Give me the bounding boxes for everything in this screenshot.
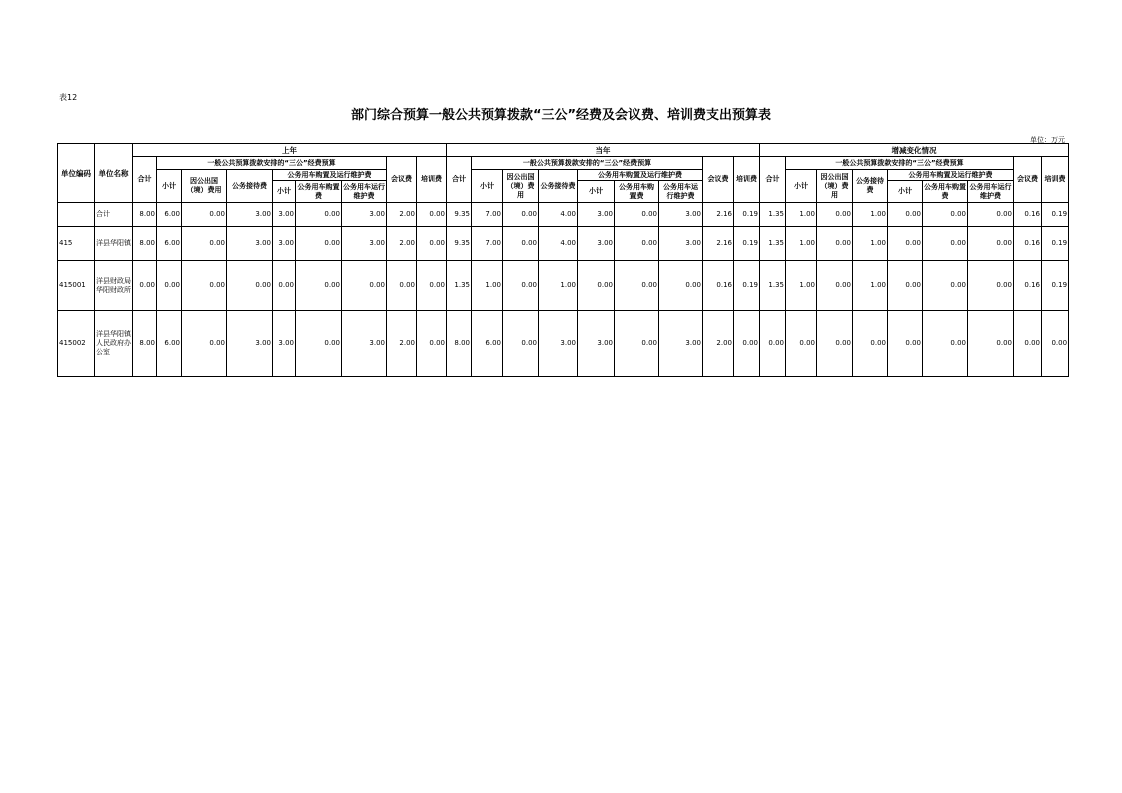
unit-code-cell <box>58 203 95 227</box>
amount-cell: 3.00 <box>227 311 273 377</box>
amount-cell: 0.00 <box>387 261 417 311</box>
amount-cell: 0.00 <box>817 203 853 227</box>
amount-cell: 0.00 <box>817 261 853 311</box>
amount-cell: 0.00 <box>760 311 786 377</box>
amount-cell: 0.00 <box>133 261 157 311</box>
col-subtotal: 小计 <box>472 170 503 203</box>
amount-cell: 1.00 <box>539 261 578 311</box>
col-unit-name: 单位名称 <box>95 144 133 203</box>
amount-cell: 0.19 <box>1042 261 1069 311</box>
amount-cell: 6.00 <box>157 311 182 377</box>
amount-cell: 2.16 <box>703 203 734 227</box>
table-body <box>58 203 1069 377</box>
amount-cell: 1.35 <box>447 261 472 311</box>
amount-cell: 0.19 <box>734 203 760 227</box>
amount-cell: 0.00 <box>417 311 447 377</box>
amount-cell: 0.00 <box>342 261 387 311</box>
amount-cell: 0.00 <box>182 261 227 311</box>
amount-cell: 2.00 <box>703 311 734 377</box>
budget-table <box>57 143 1069 377</box>
unit-label: 单位：万元 <box>1030 136 1065 144</box>
amount-cell: 3.00 <box>227 203 273 227</box>
amount-cell: 0.16 <box>1014 227 1042 261</box>
col-vehicle-operation: 公务用车运行维护费 <box>342 181 387 203</box>
amount-cell: 0.16 <box>1014 261 1042 311</box>
amount-cell: 9.35 <box>447 227 472 261</box>
amount-cell: 3.00 <box>578 311 615 377</box>
amount-cell: 0.00 <box>417 227 447 261</box>
col-sangong-group: 一般公共预算拨款安排的“三公”经费预算 <box>472 157 703 170</box>
period-header-current: 当年 <box>447 144 760 157</box>
col-vehicle-group: 公务用车购置及运行维护费 <box>578 170 703 181</box>
unit-name-cell: 洋县财政局华阳财政所 <box>95 261 133 311</box>
col-meeting: 会议费 <box>1014 157 1042 203</box>
amount-cell: 0.00 <box>417 261 447 311</box>
amount-cell: 0.00 <box>182 227 227 261</box>
col-vehicle-purchase: 公务用车购置费 <box>923 181 968 203</box>
amount-cell: 4.00 <box>539 227 578 261</box>
amount-cell: 9.35 <box>447 203 472 227</box>
amount-cell: 0.00 <box>786 311 817 377</box>
col-sangong-group: 一般公共预算拨款安排的“三公”经费预算 <box>157 157 387 170</box>
amount-cell: 0.00 <box>734 311 760 377</box>
amount-cell: 8.00 <box>447 311 472 377</box>
amount-cell: 1.00 <box>472 261 503 311</box>
unit-code-cell: 415 <box>58 227 95 261</box>
amount-cell: 3.00 <box>659 311 703 377</box>
amount-cell: 0.00 <box>888 261 923 311</box>
table-number: 表12 <box>59 93 78 102</box>
col-training: 培训费 <box>734 157 760 203</box>
col-vehicle-subtotal: 小计 <box>888 181 923 203</box>
amount-cell: 0.00 <box>888 227 923 261</box>
amount-cell: 0.00 <box>1042 311 1069 377</box>
table-row <box>58 227 1069 261</box>
amount-cell: 2.16 <box>703 227 734 261</box>
col-reception: 公务接待费 <box>539 170 578 203</box>
amount-cell: 0.16 <box>1014 203 1042 227</box>
amount-cell: 0.00 <box>923 227 968 261</box>
amount-cell: 0.19 <box>1042 227 1069 261</box>
unit-code-cell: 415002 <box>58 311 95 377</box>
table-row <box>58 261 1069 311</box>
amount-cell: 1.00 <box>853 227 888 261</box>
period-header-change: 增减变化情况 <box>760 144 1069 157</box>
unit-name-cell: 洋县华阳镇 <box>95 227 133 261</box>
amount-cell: 0.00 <box>615 311 659 377</box>
amount-cell: 3.00 <box>578 227 615 261</box>
unit-code-cell: 415001 <box>58 261 95 311</box>
col-subtotal: 小计 <box>157 170 182 203</box>
amount-cell: 1.35 <box>760 203 786 227</box>
amount-cell: 1.00 <box>853 203 888 227</box>
col-total: 合计 <box>447 157 472 203</box>
amount-cell: 2.00 <box>387 203 417 227</box>
col-abroad: 因公出国（境）费用 <box>503 170 539 203</box>
amount-cell: 0.00 <box>968 203 1014 227</box>
amount-cell: 1.35 <box>760 261 786 311</box>
amount-cell: 4.00 <box>539 203 578 227</box>
col-training: 培训费 <box>1042 157 1069 203</box>
col-vehicle-operation: 公务用车运行维护费 <box>968 181 1014 203</box>
amount-cell: 0.00 <box>923 261 968 311</box>
amount-cell: 0.00 <box>227 261 273 311</box>
amount-cell: 0.19 <box>734 227 760 261</box>
amount-cell: 6.00 <box>472 311 503 377</box>
table-header <box>58 144 1069 203</box>
col-abroad: 因公出国（境）费用 <box>182 170 227 203</box>
amount-cell: 0.00 <box>503 311 539 377</box>
amount-cell: 0.00 <box>853 311 888 377</box>
period-header-prev: 上年 <box>133 144 447 157</box>
amount-cell: 3.00 <box>273 311 296 377</box>
amount-cell: 2.00 <box>387 227 417 261</box>
col-vehicle-group: 公务用车购置及运行维护费 <box>273 170 387 181</box>
col-vehicle-subtotal: 小计 <box>578 181 615 203</box>
amount-cell: 8.00 <box>133 227 157 261</box>
table-row <box>58 203 1069 227</box>
col-training: 培训费 <box>417 157 447 203</box>
col-vehicle-purchase: 公务用车购置费 <box>296 181 342 203</box>
amount-cell: 0.00 <box>817 227 853 261</box>
amount-cell: 0.19 <box>734 261 760 311</box>
col-vehicle-group: 公务用车购置及运行维护费 <box>888 170 1014 181</box>
amount-cell: 1.35 <box>760 227 786 261</box>
amount-cell: 3.00 <box>342 203 387 227</box>
amount-cell: 0.00 <box>182 311 227 377</box>
table-row <box>58 311 1069 377</box>
amount-cell: 0.00 <box>503 203 539 227</box>
amount-cell: 7.00 <box>472 227 503 261</box>
unit-name-cell: 合计 <box>95 203 133 227</box>
col-unit-code: 单位编码 <box>58 144 95 203</box>
amount-cell: 0.00 <box>296 227 342 261</box>
amount-cell: 0.00 <box>157 261 182 311</box>
amount-cell: 0.00 <box>503 227 539 261</box>
amount-cell: 1.00 <box>786 203 817 227</box>
page-title: 部门综合预算一般公共预算拨款“三公”经费及会议费、培训费支出预算表 <box>350 108 772 123</box>
amount-cell: 0.00 <box>503 261 539 311</box>
amount-cell: 7.00 <box>472 203 503 227</box>
amount-cell: 6.00 <box>157 227 182 261</box>
col-vehicle-subtotal: 小计 <box>273 181 296 203</box>
amount-cell: 0.00 <box>615 227 659 261</box>
amount-cell: 0.00 <box>578 261 615 311</box>
amount-cell: 0.00 <box>817 311 853 377</box>
amount-cell: 0.00 <box>968 227 1014 261</box>
amount-cell: 0.00 <box>417 203 447 227</box>
amount-cell: 8.00 <box>133 311 157 377</box>
amount-cell: 8.00 <box>133 203 157 227</box>
col-meeting: 会议费 <box>387 157 417 203</box>
amount-cell: 0.00 <box>296 311 342 377</box>
col-vehicle-operation: 公务用车运行维护费 <box>659 181 703 203</box>
col-reception: 公务接待费 <box>227 170 273 203</box>
amount-cell: 0.00 <box>615 261 659 311</box>
amount-cell: 6.00 <box>157 203 182 227</box>
col-vehicle-purchase: 公务用车购置费 <box>615 181 659 203</box>
amount-cell: 1.00 <box>786 227 817 261</box>
col-sangong-group: 一般公共预算拨款安排的“三公”经费预算 <box>786 157 1014 170</box>
amount-cell: 0.00 <box>273 261 296 311</box>
amount-cell: 0.00 <box>1014 311 1042 377</box>
amount-cell: 2.00 <box>387 311 417 377</box>
col-total: 合计 <box>760 157 786 203</box>
amount-cell: 0.00 <box>968 261 1014 311</box>
amount-cell: 3.00 <box>342 227 387 261</box>
amount-cell: 3.00 <box>659 227 703 261</box>
amount-cell: 0.16 <box>703 261 734 311</box>
unit-name-cell: 洋县华阳镇人民政府办公室 <box>95 311 133 377</box>
amount-cell: 0.00 <box>296 203 342 227</box>
amount-cell: 3.00 <box>659 203 703 227</box>
amount-cell: 0.00 <box>968 311 1014 377</box>
amount-cell: 0.00 <box>923 311 968 377</box>
amount-cell: 3.00 <box>273 227 296 261</box>
amount-cell: 3.00 <box>539 311 578 377</box>
amount-cell: 3.00 <box>227 227 273 261</box>
amount-cell: 0.00 <box>888 311 923 377</box>
amount-cell: 0.19 <box>1042 203 1069 227</box>
amount-cell: 3.00 <box>578 203 615 227</box>
amount-cell: 0.00 <box>615 203 659 227</box>
amount-cell: 0.00 <box>923 203 968 227</box>
col-reception: 公务接待费 <box>853 170 888 203</box>
col-meeting: 会议费 <box>703 157 734 203</box>
amount-cell: 0.00 <box>296 261 342 311</box>
amount-cell: 1.00 <box>786 261 817 311</box>
col-subtotal: 小计 <box>786 170 817 203</box>
amount-cell: 1.00 <box>853 261 888 311</box>
col-total: 合计 <box>133 157 157 203</box>
amount-cell: 0.00 <box>659 261 703 311</box>
amount-cell: 3.00 <box>273 203 296 227</box>
amount-cell: 0.00 <box>888 203 923 227</box>
col-abroad: 因公出国（境）费用 <box>817 170 853 203</box>
amount-cell: 0.00 <box>182 203 227 227</box>
amount-cell: 3.00 <box>342 311 387 377</box>
